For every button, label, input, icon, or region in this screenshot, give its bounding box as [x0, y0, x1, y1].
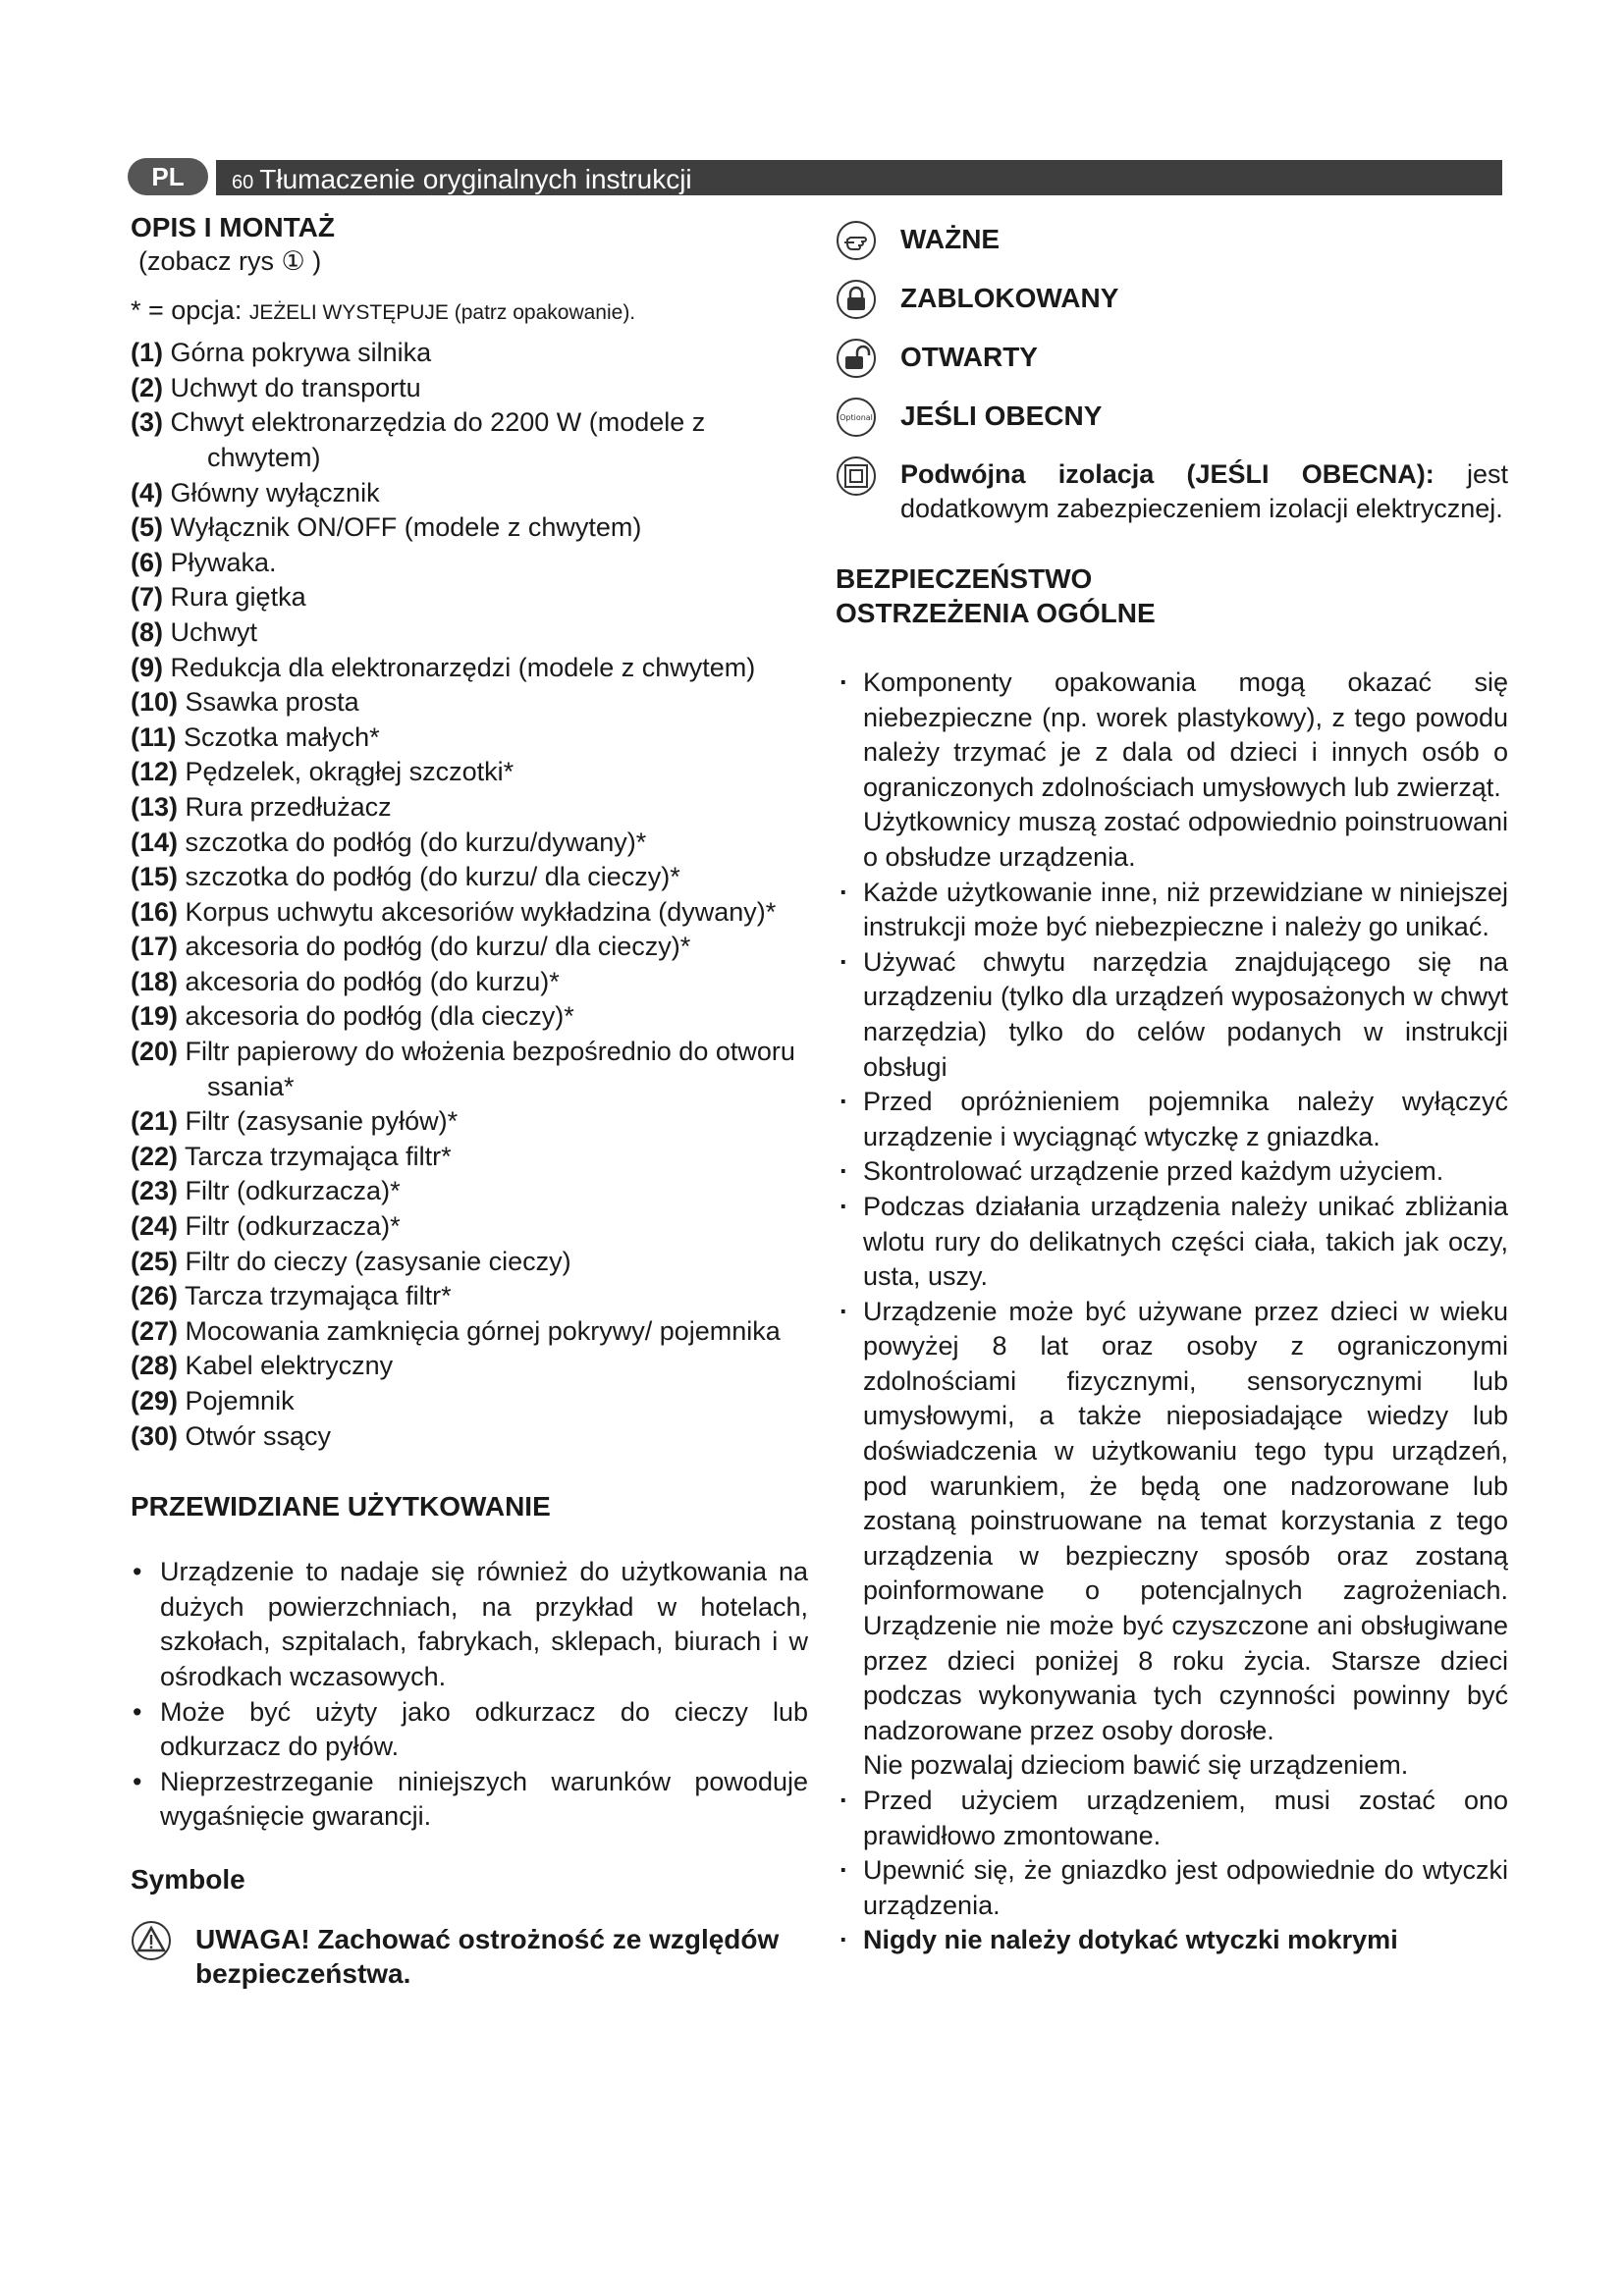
part-label: Filtr (odkurzacza)*	[185, 1176, 401, 1206]
part-number: (2)	[131, 372, 163, 402]
part-label: akcesoria do podłóg (do kurzu/ dla cieczy)*	[185, 932, 691, 962]
part-number: (21)	[131, 1106, 179, 1137]
part-item	[131, 1174, 808, 1209]
part-number: (20)	[131, 1037, 179, 1067]
safety-item: · Każde użytkowanie inne, niż przewidziane w niniejszej instrukcji może być niebezpieczne i należy go unikać.	[836, 876, 1508, 945]
part-number: (23)	[131, 1176, 179, 1206]
option-prefix: * = opcja:	[131, 294, 243, 325]
part-label: akcesoria do podłóg (do kurzu)*	[185, 966, 560, 996]
option-note	[131, 294, 808, 331]
part-number: (14)	[131, 827, 179, 857]
section-title-description: OPIS I MONTAŻ	[131, 212, 335, 242]
part-item	[131, 476, 808, 511]
double-insulation-icon	[836, 455, 877, 497]
part-label: Filtr do cieczy (zasysanie cieczy)	[185, 1246, 571, 1276]
language-badge: PL	[128, 158, 208, 195]
symbol-row-locked	[836, 281, 1508, 320]
part-number: (15)	[131, 862, 179, 892]
part-label: Filtr papierowy do włożenia bezpośrednio do otworu ssania*	[185, 1037, 795, 1101]
part-item	[131, 1035, 808, 1104]
warning-symbol-row	[131, 1922, 808, 1991]
left-column	[131, 210, 808, 2010]
part-number: (7)	[131, 582, 163, 613]
part-item	[131, 1384, 808, 1419]
part-label: Pojemnik	[185, 1386, 295, 1415]
part-number: (16)	[131, 896, 179, 927]
part-label: Ssawka prosta	[185, 687, 359, 718]
part-item	[131, 1104, 808, 1140]
part-item	[131, 1419, 808, 1455]
safety-item: · Nigdy nie należy dotykać wtyczki mokrymi	[836, 1923, 1508, 1958]
section-title-safety: BEZPIECZEŃSTWO	[836, 563, 1093, 594]
hand-pointer-icon	[836, 220, 877, 261]
lock-open-icon	[836, 338, 877, 379]
part-label: Rura giętka	[170, 582, 306, 613]
part-item	[131, 405, 808, 475]
safety-item: Użytkownicy muszą zostać odpowiednio poinstruowani o obsłudze urządzenia.	[863, 807, 1508, 872]
safety-item: · Podczas działania urządzenia należy unikać zbliżania wlotu rury do delikatnych części ciała, takich jak oczy, usta, uszy.	[836, 1190, 1508, 1295]
page-header	[128, 158, 1502, 195]
part-item	[131, 790, 808, 826]
part-item	[131, 651, 808, 686]
part-number: (26)	[131, 1281, 179, 1311]
part-number: (30)	[131, 1420, 179, 1451]
safety-item: · Przed użyciem urządzeniem, musi zostać ono prawidłowo zmontowane.	[836, 1784, 1508, 1853]
warning-text: UWAGA! Zachować ostrożność ze względów bezpieczeństwa.	[195, 1923, 780, 1989]
figure-reference: (zobacz rys ① )	[138, 246, 322, 276]
part-item	[131, 930, 808, 965]
part-label: Rura przedłużacz	[185, 791, 392, 822]
safety-item: · Używać chwytu narzędzia znajdującego się na urządzeniu (tylko dla urządzeń wyposażonych w chwyt narzędzia) tylko do celów podanych w instrukcji obsługi	[836, 945, 1508, 1085]
right-column	[836, 210, 1508, 1958]
part-item	[131, 510, 808, 546]
part-item	[131, 860, 808, 895]
part-label: Mocowania zamknięcia górnej pokrywy/ pojemnika	[185, 1315, 781, 1346]
part-label: szczotka do podłóg (do kurzu/dywany)*	[185, 827, 647, 857]
part-number: (13)	[131, 791, 179, 822]
part-number: (6)	[131, 547, 163, 577]
part-number: (12)	[131, 757, 179, 787]
part-number: (25)	[131, 1246, 179, 1276]
part-label: akcesoria do podłóg (dla cieczy)*	[185, 1001, 574, 1032]
usage-item: • Nieprzestrzeganie niniejszych warunków powoduje wygaśnięcie gwarancji.	[131, 1765, 808, 1835]
double-insulation-desc: jest dodatkowym zabezpieczeniem izolacji elektrycznej.	[900, 459, 1508, 523]
part-label: Główny wyłącznik	[170, 477, 380, 507]
lock-closed-icon	[836, 279, 877, 320]
safety-item: · Przed opróżnieniem pojemnika należy wyłączyć urządzenie i wyciągnąć wtyczkę z gniazdka.	[836, 1085, 1508, 1154]
header-title: Tłumaczenie oryginalnych instrukcji	[259, 164, 692, 194]
part-label: Pędzelek, okrągłej szczotki*	[185, 757, 514, 787]
option-text: JEŻELI WYSTĘPUJE (patrz opakowanie).	[248, 300, 636, 324]
symbol-row-double-insulation	[836, 457, 1508, 526]
part-label: Uchwyt	[170, 616, 258, 647]
part-item	[131, 615, 808, 651]
part-number: (18)	[131, 966, 179, 996]
section-title-warnings: OSTRZEŻENIA OGÓLNE	[836, 598, 1156, 628]
parts-list	[131, 336, 808, 1454]
part-item	[131, 721, 808, 756]
part-item	[131, 1140, 808, 1175]
symbol-label-open: OTWARTY	[900, 342, 1038, 372]
part-number: (22)	[131, 1141, 179, 1171]
part-number: (10)	[131, 687, 179, 718]
usage-list	[131, 1555, 808, 1835]
usage-item: • Urządzenie to nadaje się również do użytkowania na dużych powierzchniach, na przykład w hotelach, szkołach, szpitalach, fabrykach, sklepach, biurach i w ośrodkach wczasowych.	[131, 1555, 808, 1694]
part-label: Tarcza trzymająca filtr*	[185, 1281, 452, 1311]
safety-item: · Urządzenie może być używane przez dzieci w wieku powyżej 8 lat oraz osoby z ograniczonymi zdolnościami fizycznymi, sensorycznymi lub umysłowymi, a także nieposiadające wiedzy lub doświadczenia w użytkowaniu tego typu urządzeń, pod warunkiem, że będą one nadzorowane lub zostaną poinstruowane na temat korzystania z tego urządzenia w bezpieczny sposób oraz zostaną poinformowane o potencjalnych zagrożeniach. Urządzenie nie może być czyszczone ani obsługiwane przez dzieci poniżej 8 roku życia. Starsze dzieci podczas wykonywania tych czynności powinny być nadzorowane przez osoby dorosłe.	[836, 1295, 1508, 1749]
part-label: Filtr (odkurzacza)*	[185, 1211, 401, 1242]
part-number: (5)	[131, 512, 163, 543]
part-number: (3)	[131, 407, 163, 438]
part-number: (28)	[131, 1351, 179, 1381]
safety-list	[836, 666, 1508, 1958]
symbol-label-important: WAŻNE	[900, 224, 1001, 254]
optional-icon	[836, 397, 877, 438]
safety-item: · Skontrolować urządzenie przed każdym użyciem.	[836, 1154, 1508, 1190]
part-number: (1)	[131, 338, 163, 368]
part-item	[131, 336, 808, 371]
safety-item: Nie pozwalaj dzieciom bawić się urządzeniem.	[863, 1750, 1409, 1781]
part-number: (19)	[131, 1001, 179, 1032]
part-item	[131, 1279, 808, 1314]
part-item	[131, 580, 808, 615]
part-number: (29)	[131, 1386, 179, 1415]
header-bar	[216, 160, 1502, 195]
part-label: Górna pokrywa silnika	[170, 338, 432, 368]
safety-item: · Upewnić się, że gniazdko jest odpowiednie do wtyczki urządzenia.	[836, 1853, 1508, 1923]
part-item	[131, 546, 808, 581]
usage-item: • Może być użyty jako odkurzacz do cieczy lub odkurzacz do pyłów.	[131, 1695, 808, 1765]
part-number: (11)	[131, 721, 177, 752]
part-label: Filtr (zasysanie pyłów)*	[185, 1106, 459, 1137]
optional-icon-text: Optional	[839, 413, 873, 422]
part-label: Wyłącznik ON/OFF (modele z chwytem)	[170, 512, 642, 543]
safety-item: · Komponenty opakowania mogą okazać się niebezpieczne (np. worek plastykowy), z tego powodu należy trzymać je z dala od dzieci i innych osób o ograniczonych zdolnościach umysłowych lub zwierząt.	[836, 666, 1508, 805]
symbol-label-locked: ZABLOKOWANY	[900, 283, 1119, 313]
part-item	[131, 1245, 808, 1280]
symbol-label-optional: JEŚLI OBECNY	[900, 400, 1103, 431]
part-number: (9)	[131, 652, 163, 682]
section-title-usage: PRZEWIDZIANE UŻYTKOWANIE	[131, 1491, 551, 1522]
symbol-row-optional	[836, 399, 1508, 438]
part-item	[131, 895, 808, 931]
part-number: (24)	[131, 1211, 179, 1242]
part-item	[131, 965, 808, 1000]
part-number: (17)	[131, 932, 179, 962]
part-label: Sczotka małych*	[184, 721, 380, 752]
part-number: (4)	[131, 477, 163, 507]
part-item	[131, 1349, 808, 1384]
symbol-row-important	[836, 222, 1508, 261]
part-label: Pływaka.	[170, 547, 277, 577]
part-label: Chwyt elektronarzędzia do 2200 W (modele z chwytem)	[170, 407, 706, 472]
part-number: (27)	[131, 1315, 179, 1346]
symbol-row-open	[836, 340, 1508, 379]
part-label: Korpus uchwytu akcesoriów wykładzina (dywany)*	[185, 896, 777, 927]
part-label: Kabel elektryczny	[185, 1351, 394, 1381]
part-item	[131, 685, 808, 721]
part-label: Tarcza trzymająca filtr*	[185, 1141, 452, 1171]
part-item	[131, 371, 808, 406]
part-label: Uchwyt do transportu	[170, 372, 421, 402]
part-item	[131, 999, 808, 1035]
part-item	[131, 1209, 808, 1245]
part-label: szczotka do podłóg (do kurzu/ dla cieczy)*	[185, 862, 680, 892]
section-title-symbols: Symbole	[131, 1863, 245, 1895]
part-item	[131, 1314, 808, 1350]
page-number: 60	[232, 172, 254, 193]
part-item	[131, 755, 808, 790]
part-number: (8)	[131, 616, 163, 647]
double-insulation-text	[900, 457, 1508, 526]
part-label: Otwór ssący	[185, 1420, 332, 1451]
part-item	[131, 826, 808, 861]
double-insulation-bold: Podwójna izolacja (JEŚLI OBECNA):	[900, 459, 1435, 489]
part-label: Redukcja dla elektronarzędzi (modele z chwytem)	[170, 652, 756, 682]
warning-triangle-icon	[131, 1920, 172, 1961]
